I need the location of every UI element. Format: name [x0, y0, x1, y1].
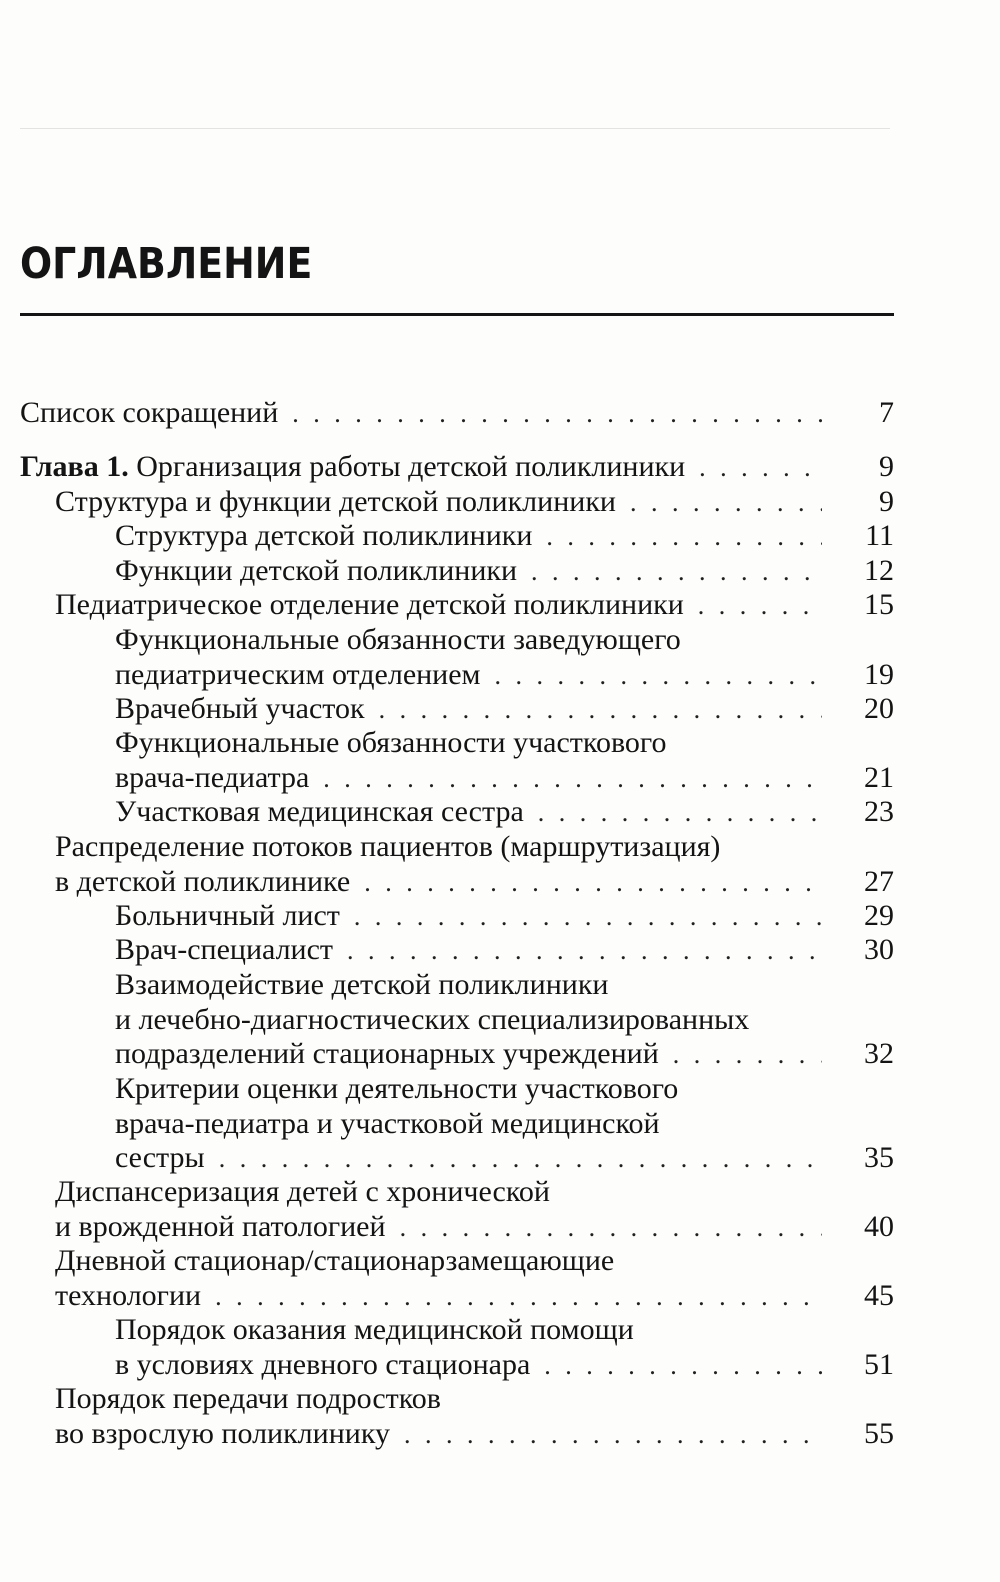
toc-entry-title: Взаимодействие детской поликлиники: [115, 968, 609, 1001]
page-number: 23: [864, 795, 894, 828]
toc-entry[interactable]: [55, 1244, 894, 1313]
toc-entry-title: Структура и функции детской поликлиники: [55, 485, 616, 518]
page-number: 9: [879, 450, 894, 483]
dot-leader: [630, 486, 822, 521]
page-number: 15: [864, 588, 894, 621]
title-rule: [20, 313, 894, 316]
toc-entry-line: [55, 1279, 894, 1314]
toc-entry-line: [55, 1244, 894, 1279]
toc-entry[interactable]: [115, 726, 894, 795]
dot-leader: [544, 1349, 822, 1384]
page-number: 40: [864, 1209, 894, 1243]
toc-entry-title: и лечебно-диагностических специализированных: [115, 1002, 750, 1036]
toc-entry-line: [115, 1107, 894, 1142]
dot-leader: [495, 659, 822, 694]
toc-entry-line: [115, 623, 894, 658]
toc-entry[interactable]: [55, 588, 894, 623]
page-number: 55: [864, 1416, 894, 1450]
toc-entry-title: Педиатрическое отделение детской поликлиники: [55, 588, 684, 621]
toc-entry-title: подразделений стационарных учреждений: [115, 1037, 659, 1071]
toc-entry-title: Структура детской поликлиники: [115, 519, 533, 552]
toc-entry-line: [115, 795, 894, 830]
toc-entry-line: [55, 1175, 894, 1210]
toc-entry-line: [55, 1417, 894, 1452]
dot-leader: [531, 555, 822, 590]
page-number: 12: [864, 554, 894, 587]
toc-entry-line: [115, 933, 894, 968]
toc-entry-title: Список сокращений: [20, 396, 279, 429]
toc-entry-title: технологии: [55, 1278, 202, 1312]
toc-entry-title: и врожденной патологией: [55, 1209, 386, 1243]
page-title: ОГЛАВЛЕНИЕ: [20, 239, 313, 289]
dot-leader: [354, 900, 822, 935]
dot-leader: [379, 693, 822, 728]
toc-entry-title: Функциональные обязанности заведующего: [115, 623, 681, 656]
dot-leader: [219, 1142, 822, 1177]
toc-entry[interactable]: [55, 1175, 894, 1244]
toc-entry-title: Распределение потоков пациентов (маршрутизация): [55, 830, 721, 863]
page-number: 27: [864, 864, 894, 898]
toc-entry-title: врача-педиатра и участковой медицинской: [115, 1106, 660, 1140]
toc-entry-line: [55, 1382, 894, 1417]
toc-entry[interactable]: [55, 830, 894, 899]
toc-entry-title: Врач-специалист: [115, 933, 334, 966]
page-number: 11: [865, 519, 894, 552]
toc-entry-title: Дневной стационар/стационарзамещающие: [55, 1244, 615, 1277]
toc-entry-title: Функции детской поликлиники: [115, 554, 517, 587]
dot-leader: [698, 589, 822, 624]
toc-entry[interactable]: [20, 450, 894, 485]
dot-leader: [404, 1418, 822, 1453]
toc-entry-line: [115, 1348, 894, 1383]
toc-entry-line: [115, 761, 894, 796]
dot-leader: [292, 397, 822, 432]
toc-entry-title: Участковая медицинская сестра: [115, 795, 524, 828]
toc-entry-title: сестры: [115, 1141, 205, 1175]
toc-entry-line: [55, 830, 894, 865]
toc-entry-line: [55, 865, 894, 900]
toc-entry[interactable]: [115, 623, 894, 692]
dot-leader: [673, 1038, 822, 1073]
toc-entry-title: Врачебный участок: [115, 692, 365, 725]
toc-entry[interactable]: [115, 1072, 894, 1176]
toc-entry-line: [55, 485, 894, 520]
dot-leader: [400, 1211, 822, 1246]
toc-entry[interactable]: [115, 519, 894, 554]
toc-entry-line: [115, 658, 894, 693]
dot-leader: [347, 934, 822, 969]
dot-leader: [699, 451, 822, 486]
dot-leader: [215, 1280, 822, 1315]
page-number: 32: [864, 1037, 894, 1071]
toc-entry-line: [115, 1313, 894, 1348]
dot-leader: [364, 866, 822, 901]
toc-entry-title: в детской поликлинике: [55, 864, 351, 898]
page-number: 9: [879, 485, 894, 518]
page-number: 35: [864, 1141, 894, 1175]
toc-entry-line: [115, 1072, 894, 1107]
dot-leader: [538, 796, 822, 831]
toc-entry[interactable]: [115, 554, 894, 589]
page-number: 19: [864, 657, 894, 691]
toc-entry[interactable]: [115, 692, 894, 727]
page-number: 7: [879, 396, 894, 429]
page-number: 45: [864, 1278, 894, 1312]
page-number: 29: [864, 899, 894, 932]
toc-entry-line: [115, 726, 894, 761]
toc-entry-line: [20, 450, 894, 485]
toc-entry-line: [115, 1037, 894, 1072]
toc-entry-title: врача-педиатра: [115, 760, 310, 794]
toc-entry-line: [115, 519, 894, 554]
toc-entry-title: Организация работы детской поликлиники: [136, 450, 686, 483]
toc-entry-title: Порядок передачи подростков: [55, 1382, 441, 1415]
bleed-through-line: [20, 128, 890, 129]
toc-entry[interactable]: [55, 485, 894, 520]
toc-entry-title: Диспансеризация детей с хронической: [55, 1175, 550, 1208]
chapter-label: Глава 1.: [20, 450, 129, 483]
toc-entry[interactable]: [115, 968, 894, 1072]
toc-entry[interactable]: [115, 933, 894, 968]
toc-entry-title: Больничный лист: [115, 899, 340, 932]
dot-leader: [546, 520, 822, 555]
toc-entry-title: Порядок оказания медицинской помощи: [115, 1313, 634, 1346]
dot-leader: [323, 762, 822, 797]
toc-entry-line: [115, 692, 894, 727]
toc-entry-line: [115, 1141, 894, 1176]
toc-entry-line: [55, 1210, 894, 1245]
toc-entry[interactable]: [115, 1313, 894, 1382]
toc-entry-title: Критерии оценки деятельности участкового: [115, 1072, 679, 1105]
toc-entry[interactable]: [20, 396, 894, 431]
page-number: 51: [864, 1347, 894, 1381]
toc-entry-title: в условиях дневного стационара: [115, 1347, 531, 1381]
page-number: 20: [864, 692, 894, 725]
toc-entry-line: [20, 396, 894, 431]
toc-entry-line: [115, 899, 894, 934]
page-number: 30: [864, 933, 894, 966]
toc-entry-title: во взрослую поликлинику: [55, 1416, 390, 1450]
page-number: 21: [864, 760, 894, 794]
toc-entry-line: [115, 1003, 894, 1038]
toc-entry[interactable]: [115, 899, 894, 934]
toc-entry-line: [115, 554, 894, 589]
toc-entry-line: [55, 588, 894, 623]
toc-entry[interactable]: [115, 795, 894, 830]
toc-entry-line: [115, 968, 894, 1003]
toc-entry-title: педиатрическим отделением: [115, 657, 481, 691]
toc-entry[interactable]: [55, 1382, 894, 1451]
toc-entry-title: Функциональные обязанности участкового: [115, 726, 667, 759]
